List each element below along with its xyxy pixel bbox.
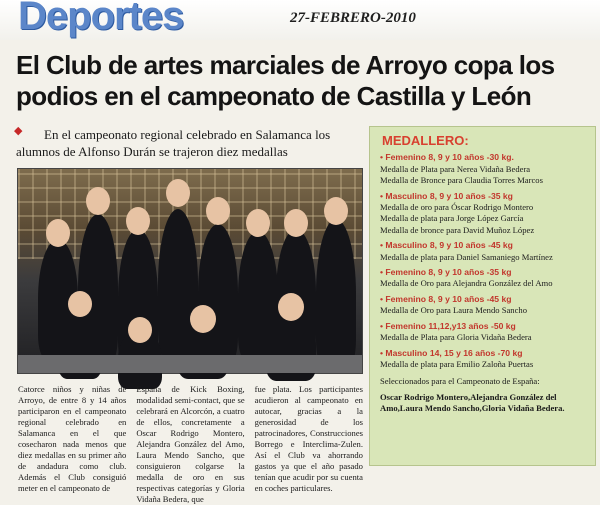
medal-entry: Medalla de Plata para Nerea Vidaña Bedera <box>380 163 531 174</box>
bullet-icon: ◆ <box>14 125 23 137</box>
lead-line-1: En el campeonato regional celebrado en Salamanca los <box>44 127 331 142</box>
lead-paragraph <box>16 126 364 160</box>
photo-face <box>68 291 92 317</box>
medal-category: • Femenino 8, 9 y 10 años -35 kg <box>380 267 587 278</box>
medal-category: • Masculino 8, 9 y 10 años -45 kg <box>380 240 587 251</box>
medal-entry: Medalla de plata para Emilio Zaloña Puertas <box>380 358 534 369</box>
photo-face <box>128 317 152 343</box>
medal-entry: Medalla de oro para Óscar Rodrigo Montero <box>380 202 534 213</box>
photo-face <box>284 209 308 237</box>
headline: El Club de artes marciales de Arroyo copa los podios en el campeonato de Castilla y León <box>16 50 555 111</box>
photo-face <box>324 197 348 225</box>
photo-face <box>46 219 70 247</box>
medal-category: • Femenino 11,12,y13 años -50 kg <box>380 321 587 332</box>
team-photo <box>17 168 363 374</box>
photo-face <box>206 197 230 225</box>
medal-entry: Medalla de Oro para Alejandra González del Amo <box>380 278 553 289</box>
medal-category: • Masculino 14, 15 y 16 años -70 kg <box>380 348 587 359</box>
section-title: Deportes <box>18 0 184 38</box>
medal-entry: Medalla de plata para Jorge López García <box>380 213 524 224</box>
photo-face <box>278 293 304 321</box>
publication-date: 27-FEBRERO-2010 <box>290 10 416 26</box>
medal-category: • Femenino 8, 9 y 10 años -45 kg <box>380 294 587 305</box>
medal-entry: Medalla de Plata para Gloria Vidaña Bedera <box>380 332 532 343</box>
medal-groups <box>380 152 587 370</box>
article-body <box>18 384 363 504</box>
photo-face <box>86 187 110 215</box>
photo-face <box>190 305 216 333</box>
lead-line-2: alumnos de Alfonso Durán se trajeron diez medallas <box>16 144 288 159</box>
article-column-2: España de Kick Boxing, modalidad semi-contact, que se celebrará en Alcorcón, a cuatro de ellos, concretamente a Oscar Rodrigo Montero, Alejandra González del Amo, Laura Mendo Sancho, que consiguieron colgarse la medalla de oro en sus respectivas categorías y Gloria Vidaña Bedera, que <box>136 384 245 504</box>
medal-table-title: MEDALLERO: <box>382 133 469 148</box>
medal-entry: Medalla de Bronce para Claudia Torres Marcos <box>380 175 543 186</box>
article-column-3: fue plata. Los participantes acudieron al campeonato en autocar, gracias a la generosidad de los patrocinadores, Construcciones Borrego e Interclima-Zulen. Así el Club va ahorrando gastos ya que el año pasado tenían que acudir por su cuenta en coches particulares. <box>254 384 363 493</box>
photo-face <box>166 179 190 207</box>
medal-entry: Medalla de plata para Daniel Samaniego Martínez <box>380 251 553 262</box>
article-column-1: Catorce niños y niñas de Arroyo, de entre 8 y 14 años participaron en el campeonato regional celebrado en Salamanca en el que cosecharon nada menos que diez medallas en su primer año de andadura como club. Además el Club consiguió meter en el campeonato de <box>18 384 127 493</box>
selection-title: Seleccionados para el Campeonato de España: <box>380 376 540 387</box>
medal-table-box <box>369 126 596 466</box>
photo-floor-mat <box>18 355 362 373</box>
photo-figure <box>316 219 356 369</box>
medal-category: • Masculino 8, 9 y 10 años -35 kg <box>380 191 587 202</box>
selection-names: Oscar Rodrigo Montero,Alejandra González del Amo,Laura Mendo Sancho,Gloria Vidaña Bedera. <box>380 391 565 414</box>
photo-face <box>126 207 150 235</box>
photo-face <box>246 209 270 237</box>
medal-entry: Medalla de Oro para Laura Mendo Sancho <box>380 305 527 316</box>
medal-category: • Femenino 8, 9 y 10 años -30 kg. <box>380 152 587 163</box>
medal-entry: Medalla de bronce para David Muñoz López <box>380 224 535 235</box>
